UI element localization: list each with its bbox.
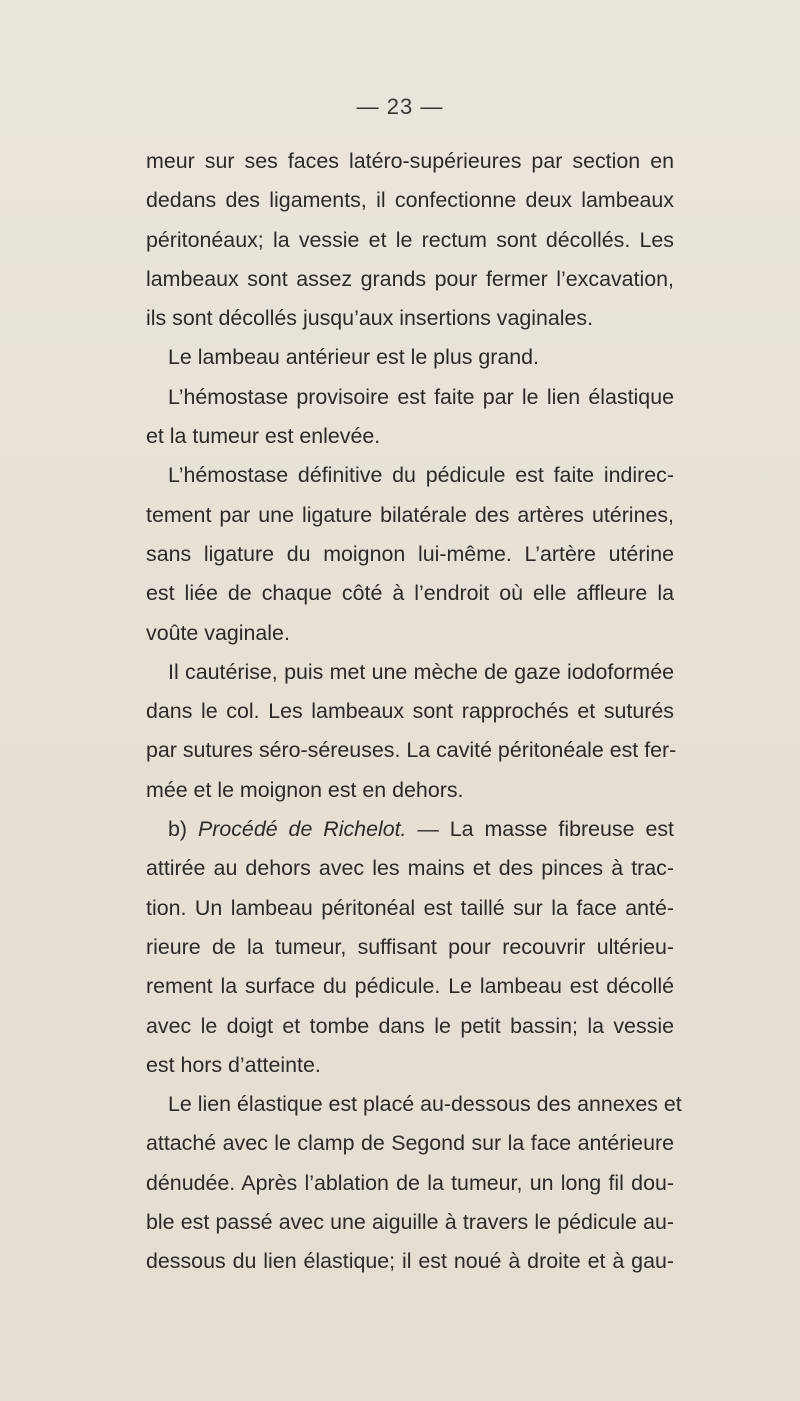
text-line-richelot <box>146 810 674 849</box>
page-number: — 23 — <box>356 94 444 119</box>
text-line: mée et le moignon est en dehors. <box>146 777 464 802</box>
text-line: attaché avec le clamp de Segond sur la face antérieure <box>146 1131 674 1156</box>
body-text <box>146 142 682 1282</box>
text-line: meur sur ses faces latéro-supérieures par section en <box>146 149 674 173</box>
text-line: lambeaux sont assez grands pour fermer l’excavation, <box>146 266 674 291</box>
text-line: dessous du lien élastique; il est noué à droite et à gau- <box>146 1249 674 1274</box>
procedure-title: Procédé de Richelot. <box>197 817 407 842</box>
text-line: est hors d’atteinte. <box>146 1052 321 1077</box>
text-line: Le lien élastique est placé au-dessous des annexes et <box>168 1092 682 1117</box>
text-line: par sutures séro-séreuses. La cavité péritonéale est fer- <box>146 738 677 763</box>
text-line: ble est passé avec une aiguille à travers le pédicule au- <box>146 1210 674 1235</box>
procedure-suffix: — La masse fibreuse est <box>406 817 674 842</box>
text-line: attirée au dehors avec les mains et des pinces à trac- <box>146 856 674 881</box>
text-line: et la tumeur est enlevée. <box>146 424 381 449</box>
text-line: ils sont décollés jusqu’aux insertions vaginales. <box>146 306 594 331</box>
text-line: dénudée. Après l’ablation de la tumeur, un long fil dou- <box>146 1170 674 1195</box>
text-line: Le lambeau antérieur est le plus grand. <box>168 345 540 370</box>
text-line: rieure de la tumeur, suffisant pour recouvrir ultérieu- <box>146 934 674 959</box>
procedure-prefix: b) <box>168 817 198 842</box>
text-line: tement par une ligature bilatérale des artères utérines, <box>146 502 674 527</box>
text-line: rement la surface du pédicule. Le lambeau est décollé <box>146 974 674 999</box>
text-line: avec le doigt et tombe dans le petit bassin; la vessie <box>146 1013 674 1038</box>
text-line: dans le col. Les lambeaux sont rapprochés et suturés <box>146 699 674 724</box>
text-line: péritonéaux; la vessie et le rectum sont décollés. Les <box>146 227 674 252</box>
text-line: L’hémostase provisoire est faite par le lien élastique <box>168 384 674 409</box>
text-line: est liée de chaque côté à l’endroit où elle affleure la <box>146 581 674 606</box>
text-line: Il cautérise, puis met une mèche de gaze iodoformée <box>168 659 674 684</box>
text-line: voûte vaginale. <box>146 620 290 645</box>
text-line: sans ligature du moignon lui-même. L’artère utérine <box>146 541 674 566</box>
text-line: tion. Un lambeau péritonéal est taillé sur la face anté- <box>146 895 674 920</box>
text-line: dedans des ligaments, il confectionne deux lambeaux <box>146 188 674 213</box>
text-line: L’hémostase définitive du pédicule est faite indirec- <box>168 463 674 488</box>
